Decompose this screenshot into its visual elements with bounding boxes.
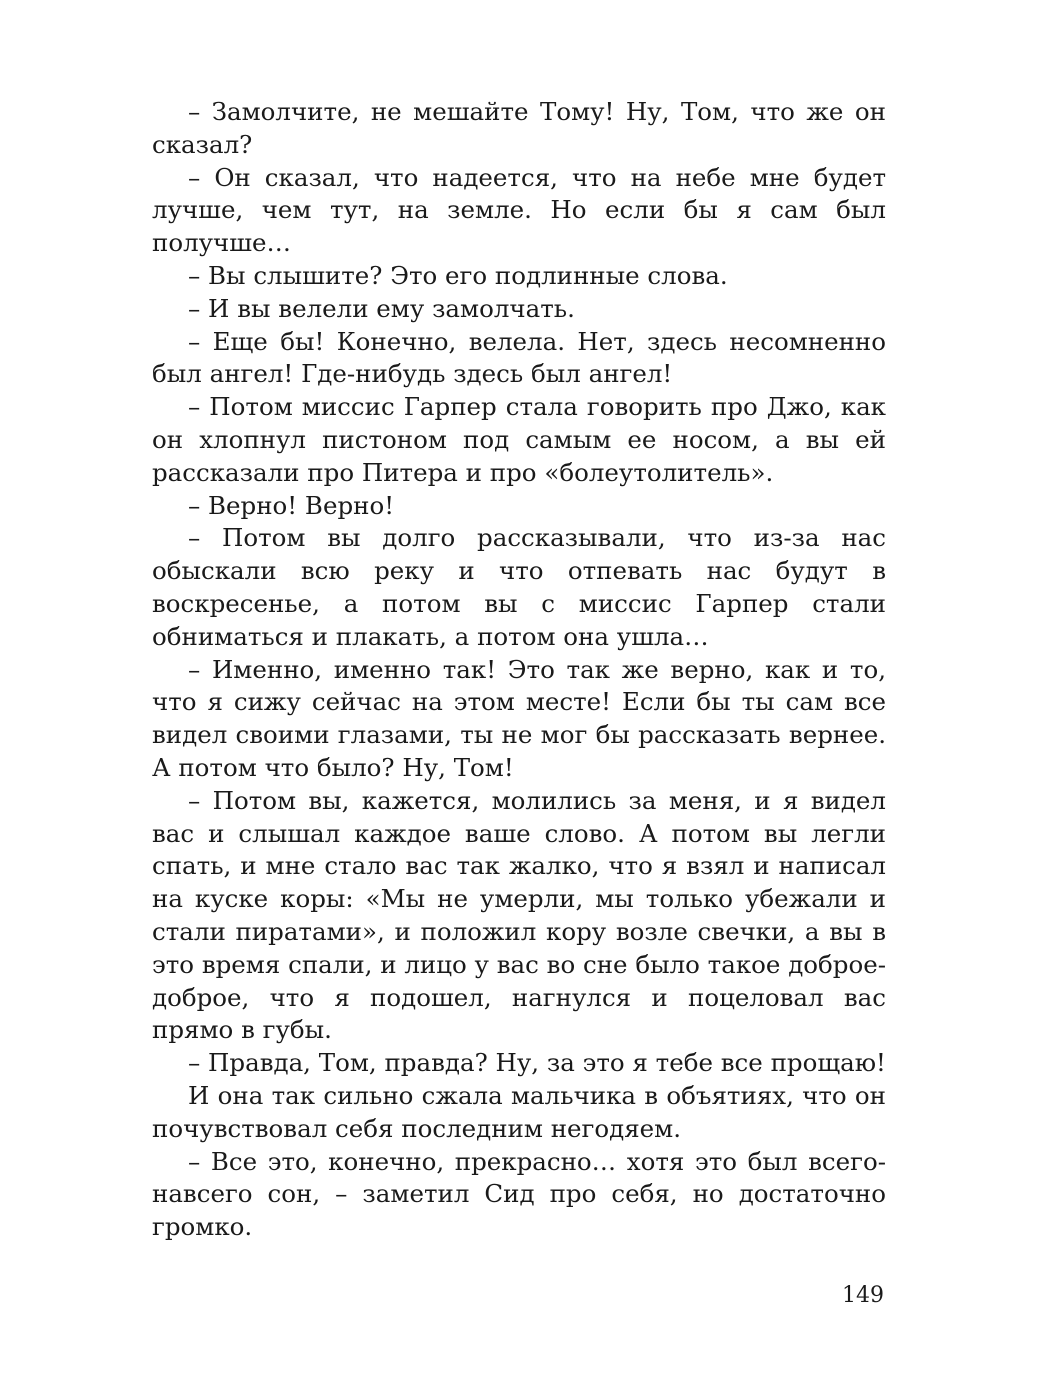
paragraph: – Потом вы долго рассказывали, что из-за нас обыскали всю реку и что отпевать нас будут в воскресенье, а потом вы с миссис Гарпер стали обниматься и плакать, а потом она ушла… (152, 523, 886, 651)
paragraph: И она так сильно сжала мальчика в объятиях, что он почувствовал себя последним негодяем. (152, 1080, 886, 1143)
paragraph: – Потом миссис Гарпер стала говорить про Джо, как он хлопнул пистоном под самым ее носом, а вы ей рассказали про Питера и про «болеутолитель». (152, 392, 886, 487)
paragraph: – Именно, именно так! Это так же верно, как и то, что я сижу сейчас на этом месте! Если бы ты сам все видел своими глазами, ты не мог бы рассказать вернее. А потом что было? Ну, Том! (152, 654, 886, 782)
paragraph: – Вы слышите? Это его подлинные слова. (188, 260, 728, 290)
page-number: 149 (842, 1283, 884, 1308)
body-text (152, 96, 886, 1244)
paragraph: – Потом вы, кажется, молились за меня, и я видел вас и слышал каждое ваше слово. А потом вы легли спать, и мне стало вас так жалко, что я взял и написал на куске коры: «Мы не умерли, мы только убежали и стали пиратами», и положил кору возле свечки, а вы в это время спали, и лицо у вас во сне было такое доброе-доброе, что я подошел, нагнулся и поцеловал вас прямо в губы. (152, 785, 886, 1045)
paragraph: – И вы велели ему замолчать. (188, 293, 575, 323)
paragraph: – Замолчите, не мешайте Тому! Ну, Том, что же он сказал? (152, 97, 886, 159)
paragraph: – Верно! Верно! (188, 490, 395, 520)
paragraph: – Правда, Том, правда? Ну, за это я тебе все прощаю! (188, 1048, 886, 1078)
paragraph: – Он сказал, что надеется, что на небе мне будет лучше, чем тут, на земле. Но если бы я сам был получше… (152, 162, 886, 258)
paragraph: – Все это, конечно, прекрасно… хотя это был всего-навсего сон, – заметил Сид про себя, но достаточно громко. (152, 1146, 886, 1242)
paragraph: – Еще бы! Конечно, велела. Нет, здесь несомненно был ангел! Где-нибудь здесь был ангел! (152, 326, 886, 389)
